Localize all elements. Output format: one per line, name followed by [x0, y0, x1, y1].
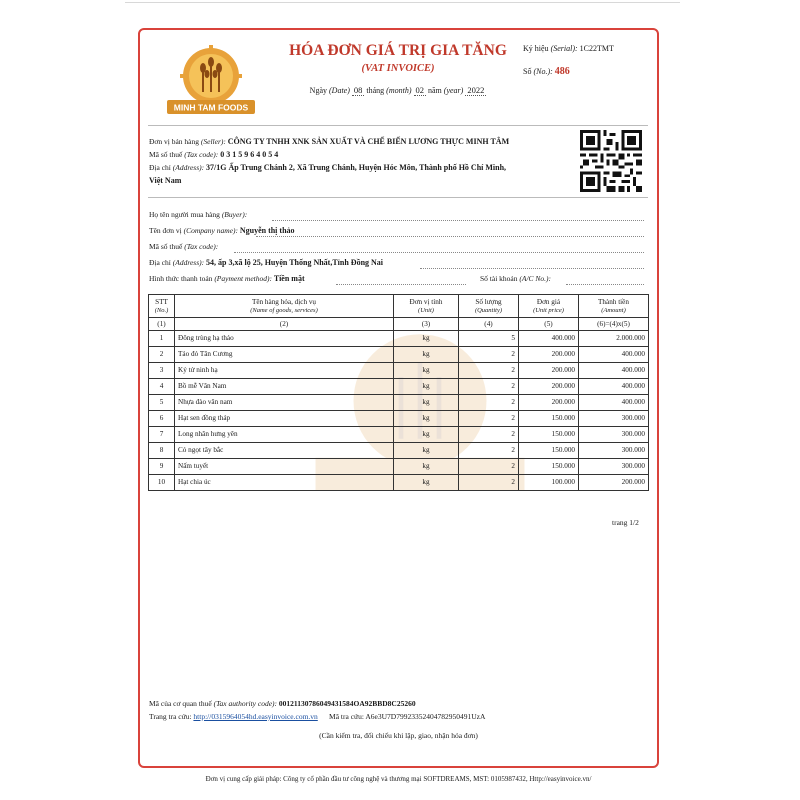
- date-month: 02: [415, 85, 424, 95]
- table-row: 6 Hạt sen đồng tháp kg 2 150.000 300.000: [149, 411, 649, 427]
- date-year: 2022: [467, 85, 485, 95]
- table-row: 4 Bồ mễ Vân Nam kg 2 200.000 400.000: [149, 379, 649, 395]
- col-header-price: Đơn giá (Unit price): [519, 295, 579, 318]
- buyer-address: Địa chỉ (Address): 54, ấp 3,xã lộ 25, Huyện Thống Nhất,Tỉnh Đồng Nai: [149, 258, 384, 267]
- lookup-line: Trang tra cứu: http://0315964054hd.easyinvoice.com.vn Mã tra cứu: A6e3U7D79923352404782950491UzA: [149, 712, 486, 721]
- table-row: 3 Kỷ tử ninh hạ kg 2 200.000 400.000: [149, 363, 649, 379]
- table-row: 7 Long nhãn hưng yên kg 2 150.000 300.000: [149, 427, 649, 443]
- payment-method: Hình thức thanh toán (Payment method): Tiền mặt: [149, 274, 305, 283]
- table-header-row: [149, 295, 649, 318]
- seller-address-line2: Việt Nam: [149, 176, 182, 185]
- seller-name: Đơn vị bán hàng (Seller): CÔNG TY TNHH XNK SẢN XUẤT VÀ CHẾ BIẾN LƯƠNG THỰC MINH TÂM: [149, 137, 510, 146]
- lookup-link[interactable]: http://0315964054hd.easyinvoice.com.vn: [193, 712, 318, 721]
- table-row: 2 Táo đỏ Tân Cương kg 2 200.000 400.000: [149, 347, 649, 363]
- table-row: 10 Hạt chia úc kg 2 100.000 200.000: [149, 475, 649, 491]
- buyer-name: Họ tên người mua hàng (Buyer):: [149, 210, 248, 219]
- col-header-qty: Số lượng (Quantity): [459, 295, 519, 318]
- account-number: Số tài khoản (A/C No.):: [480, 274, 552, 283]
- items-table: [148, 294, 649, 491]
- table-row: 5 Nhựa đào vân nam kg 2 200.000 400.000: [149, 395, 649, 411]
- table-row: 9 Nấm tuyết kg 2 150.000 300.000: [149, 459, 649, 475]
- col-header-no: STT (No.): [149, 295, 175, 318]
- date-day: 08: [353, 85, 363, 95]
- invoice-subtitle: (VAT INVOICE): [361, 63, 435, 74]
- verification-note: (Cần kiểm tra, đối chiếu khi lập, giao, nhận hóa đơn): [319, 731, 478, 740]
- page-number: trang 1/2: [612, 518, 639, 527]
- logo-emblem-icon: [180, 45, 242, 107]
- logo-text: MINH TAM FOODS: [173, 102, 249, 113]
- table-row: 1 Đông trùng hạ thảo kg 5 400.000 2.000.000: [149, 331, 649, 347]
- qr-code-icon: [580, 130, 642, 192]
- invoice-serial: Ký hiệu (Serial): 1C22TMT: [523, 44, 614, 53]
- seller-tax-code: Mã số thuế (Tax code): 0 3 1 5 9 6 4 0 5 4: [149, 150, 279, 159]
- lookup-code: A6e3U7D79923352404782950491UzA: [365, 712, 486, 721]
- buyer-company: Tên đơn vị (Company name): Nguyễn thị thảo: [149, 226, 295, 235]
- top-divider: [125, 2, 680, 3]
- table-row: 8 Cỏ ngọt tây bắc kg 2 150.000 300.000: [149, 443, 649, 459]
- company-logo: [165, 42, 257, 122]
- table-index-row: (1) (2) (3) (4) (5) (6)=(4)x(5): [149, 318, 649, 331]
- header-divider: [148, 125, 648, 126]
- col-header-amount: Thành tiền (Amount): [579, 295, 649, 318]
- invoice-date: Ngày (Date) 08 tháng (month) 02 năm (year) 2022: [309, 85, 485, 95]
- seller-address: Địa chỉ (Address): 37/1G Ấp Trung Chánh 2, Xã Trung Chánh, Huyện Hóc Môn, Thành phố Hồ Chí Minh,: [149, 163, 507, 172]
- invoice-number: Số (No.): 486: [523, 66, 570, 77]
- col-header-name: Tên hàng hóa, dịch vụ (Name of goods, services): [175, 295, 394, 318]
- invoice-title: HÓA ĐƠN GIÁ TRỊ GIA TĂNG: [289, 42, 507, 59]
- buyer-tax-code: Mã số thuế (Tax code):: [149, 242, 219, 251]
- seller-divider: [148, 197, 648, 198]
- provider-note: Đơn vị cung cấp giải pháp: Công ty cổ phần đầu tư công nghệ và thương mại SOFTDREAMS, MST: 0105987432, Http://easyinvoice.vn/: [205, 775, 592, 783]
- col-header-unit: Đơn vị tính (Unit): [394, 295, 459, 318]
- tax-authority-code: Mã của cơ quan thuế (Tax authority code): 00121130786049431584OA92BBD8C25260: [149, 699, 416, 708]
